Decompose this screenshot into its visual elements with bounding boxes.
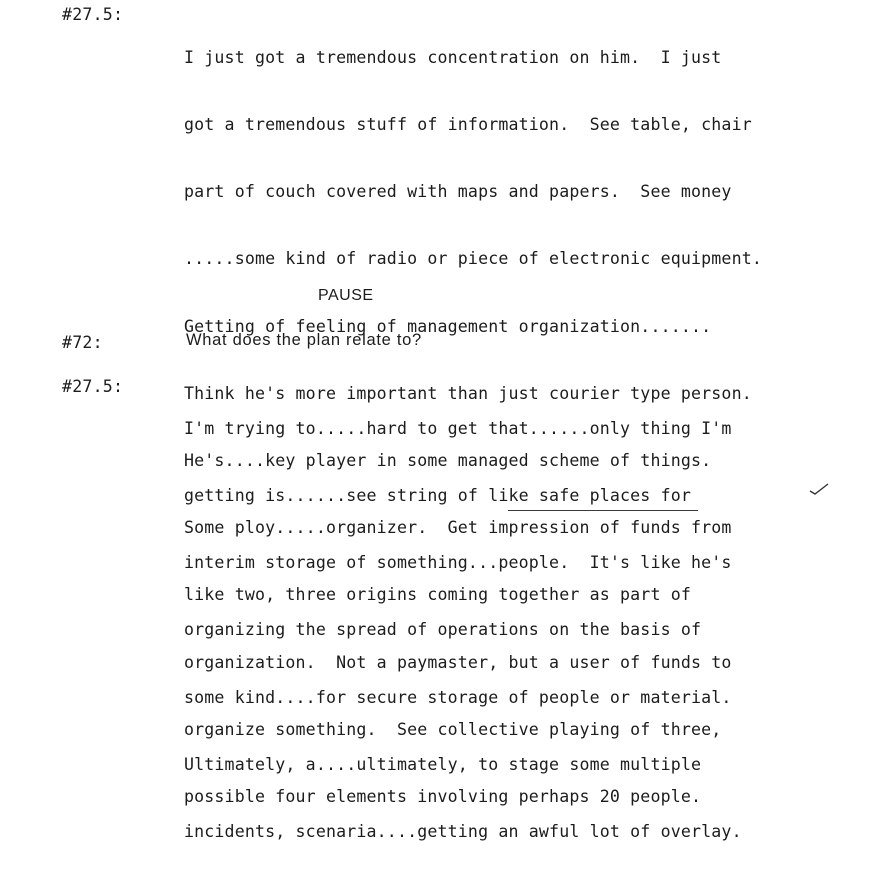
question-text: What does the plan relate to?: [186, 331, 422, 349]
text-line: Think he's more important than just courier type person.: [184, 383, 752, 403]
text-line: organizing the spread of operations on the basis of: [184, 620, 702, 640]
text-line: getting is......see string of like safe places for: [184, 486, 692, 506]
text-line: Getting of feeling of management organization.......: [184, 316, 712, 336]
handwritten-underline: [508, 510, 698, 511]
text-line: He's....key player in some managed scheme of things.: [184, 451, 712, 471]
text-line: I just got a tremendous concentration on him. I just: [184, 47, 722, 67]
response-paragraph: [184, 373, 742, 888]
speaker-label: #72:: [62, 333, 103, 352]
text-line: Some ploy.....organizer. Get impression of funds from: [184, 518, 732, 538]
text-line: I'm trying to.....hard to get that......only thing I'm: [184, 418, 732, 438]
text-line: Ultimately, a....ultimately, to stage some multiple: [184, 754, 702, 774]
pause-marker: PAUSE: [318, 287, 374, 304]
text-line: part of couch covered with maps and papers. See money: [184, 182, 732, 202]
text-line: interim storage of something...people. It's like he's: [184, 553, 732, 573]
text-line: possible four elements involving perhaps 20 people.: [184, 787, 702, 807]
text-line: got a tremendous stuff of information. See table, chair: [184, 115, 752, 135]
text-line: .....some kind of radio or piece of electronic equipment.: [184, 249, 762, 269]
text-line: some kind....for secure storage of people or material.: [184, 687, 732, 707]
text-line: like two, three origins coming together as part of: [184, 585, 692, 605]
text-line: incidents, scenaria....getting an awful lot of overlay.: [184, 822, 742, 842]
speaker-label: #27.5:: [62, 5, 124, 24]
text-line: organization. Not a paymaster, but a user of funds to: [184, 652, 732, 672]
checkmark-icon: [808, 482, 830, 496]
text-line: organize something. See collective playing of three,: [184, 719, 722, 739]
speaker-label: #27.5:: [62, 377, 124, 396]
